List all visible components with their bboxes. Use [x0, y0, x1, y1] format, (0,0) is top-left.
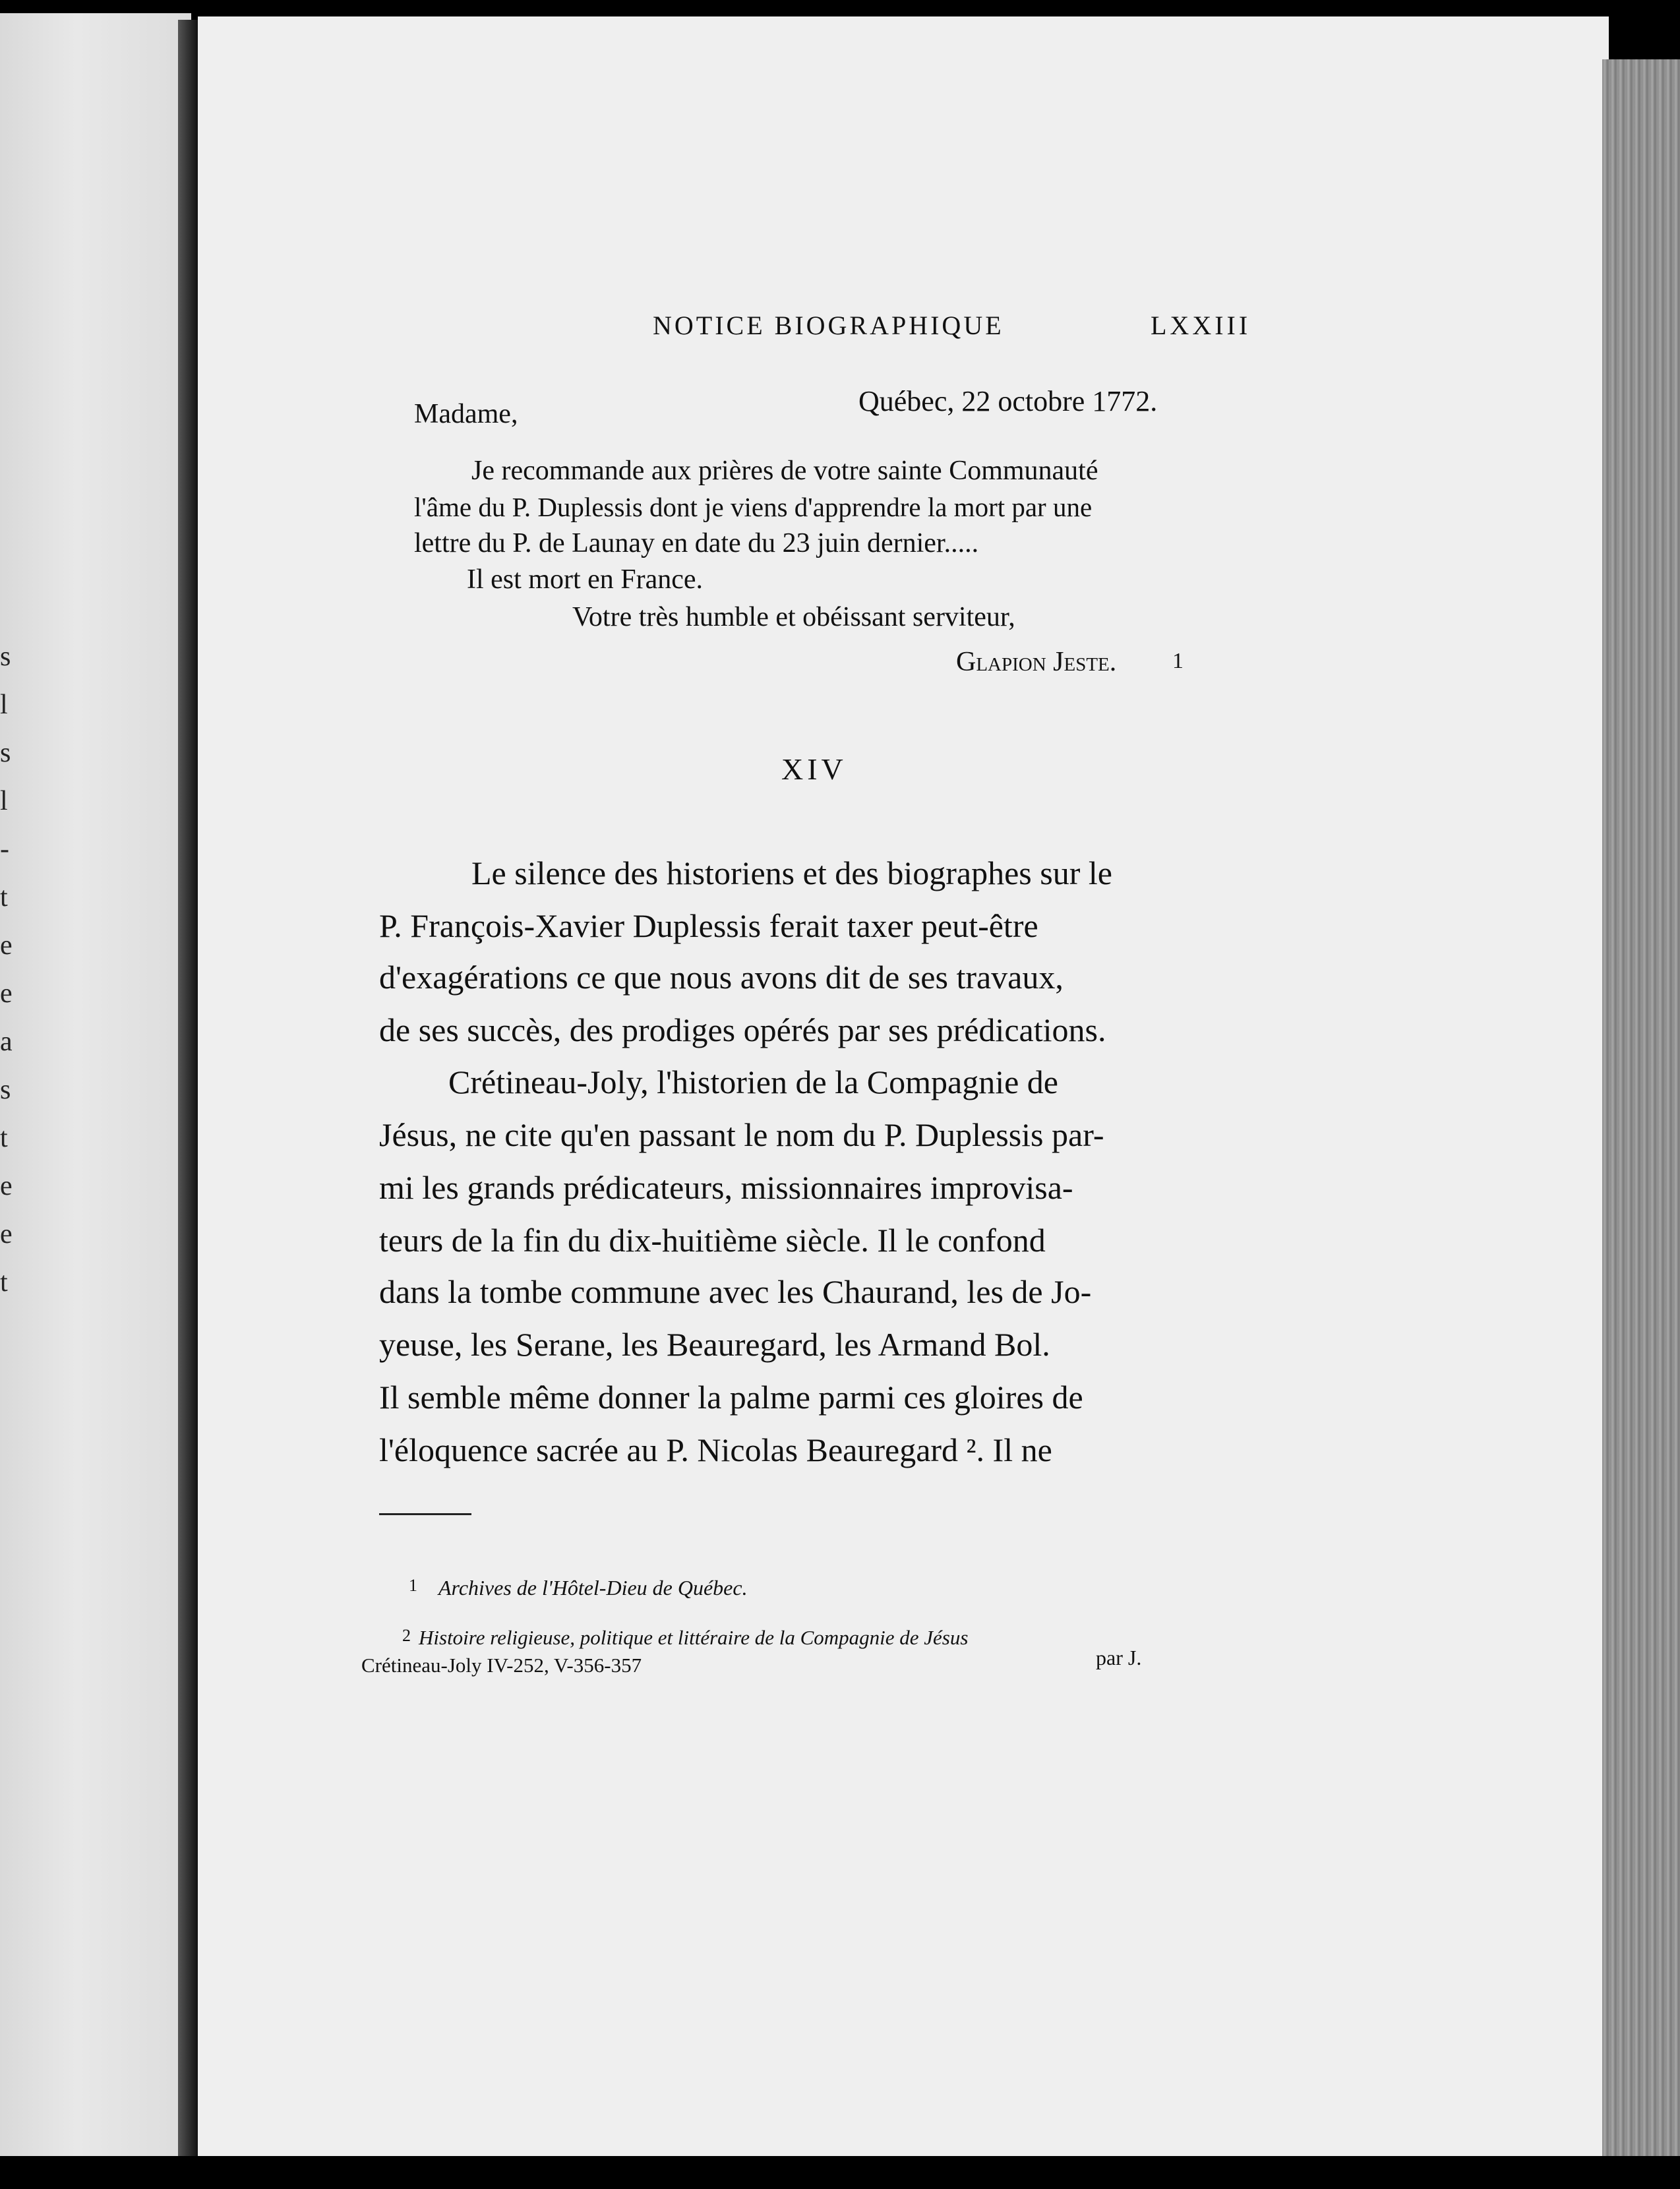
footnote-text: par J. — [1096, 1646, 1142, 1669]
footnote-text: Archives de l'Hôtel-Dieu de Québec. — [438, 1576, 748, 1600]
letter-salutation: Madame, — [414, 399, 518, 429]
fragment-letter: l — [0, 690, 8, 720]
section-number: XIV — [781, 752, 847, 786]
fragment-letter: e — [0, 978, 13, 1009]
letter-closing: Votre très humble et obéissant serviteur, — [572, 602, 1015, 632]
page-number: LXXIII — [1151, 311, 1251, 340]
footnote-text: Crétineau-Joly IV-252, V-356-357 — [361, 1654, 642, 1677]
body-line: yeuse, les Serane, les Beauregard, les Armand Bol. — [379, 1326, 1050, 1363]
letter-line: lettre du P. de Launay en date du 23 juin dernier..... — [414, 528, 979, 558]
footnote-mark: 2 — [402, 1626, 411, 1645]
body-line: Jésus, ne cite qu'en passant le nom du P. Duplessis par- — [379, 1116, 1104, 1153]
footnote-mark: 1 — [409, 1576, 417, 1595]
body-line: l'éloquence sacrée au P. Nicolas Beauregard ². Il ne — [379, 1431, 1052, 1468]
letter-line: Il est mort en France. — [467, 564, 704, 595]
letter-line: Je recommande aux prières de votre sainte Communauté — [471, 456, 1098, 486]
body-line: Il semble même donner la palme parmi ces gloires de — [379, 1379, 1083, 1416]
body-line: d'exagérations ce que nous avons dit de ses travaux, — [379, 959, 1064, 996]
fragment-letter: t — [0, 1123, 8, 1153]
fragment-letter: s — [0, 738, 11, 768]
letter-date: Québec, 22 octobre 1772. — [858, 385, 1158, 417]
fragment-letter: a — [0, 1027, 13, 1057]
running-head: NOTICE BIOGRAPHIQUE — [653, 311, 1004, 340]
fragment-letter: e — [0, 1219, 13, 1249]
body-line: Crétineau-Joly, l'historien de la Compagnie de — [448, 1064, 1058, 1100]
left-facing-page — [0, 13, 191, 2176]
fragment-letter: t — [0, 1267, 8, 1298]
letter-signature: Glapion Jeste. — [956, 647, 1117, 677]
body-line: de ses succès, des prodiges opérés par ses prédications. — [379, 1011, 1106, 1048]
fragment-letter: s — [0, 1075, 11, 1105]
footnote-text: Histoire religieuse, politique et littéraire de la Compagnie de Jésus — [419, 1626, 969, 1649]
footnote-rule — [379, 1513, 471, 1515]
fragment-letter: t — [0, 882, 8, 913]
left-page-fragments — [0, 633, 20, 1307]
body-line: mi les grands prédicateurs, missionnaires improvisa- — [379, 1169, 1073, 1206]
body-line: Le silence des historiens et des biographes sur le — [471, 855, 1112, 891]
body-line: P. François-Xavier Duplessis ferait taxer peut-être — [379, 907, 1038, 944]
fragment-letter: e — [0, 1171, 13, 1201]
scan-border — [0, 2156, 1680, 2189]
letter-line: l'âme du P. Duplessis dont je viens d'apprendre la mort par une — [414, 492, 1093, 522]
signature-footnote-mark: 1 — [1172, 649, 1184, 673]
body-line: dans la tombe commune avec les Chaurand, les de Jo- — [379, 1273, 1092, 1310]
fragment-letter: e — [0, 930, 13, 961]
fragment-letter: l — [0, 786, 8, 816]
body-line: teurs de la fin du dix-huitième siècle. Il le confond — [379, 1222, 1046, 1259]
fragment-letter: s — [0, 642, 11, 672]
fragment-letter: - — [0, 834, 9, 864]
page-edges — [1602, 59, 1680, 2156]
